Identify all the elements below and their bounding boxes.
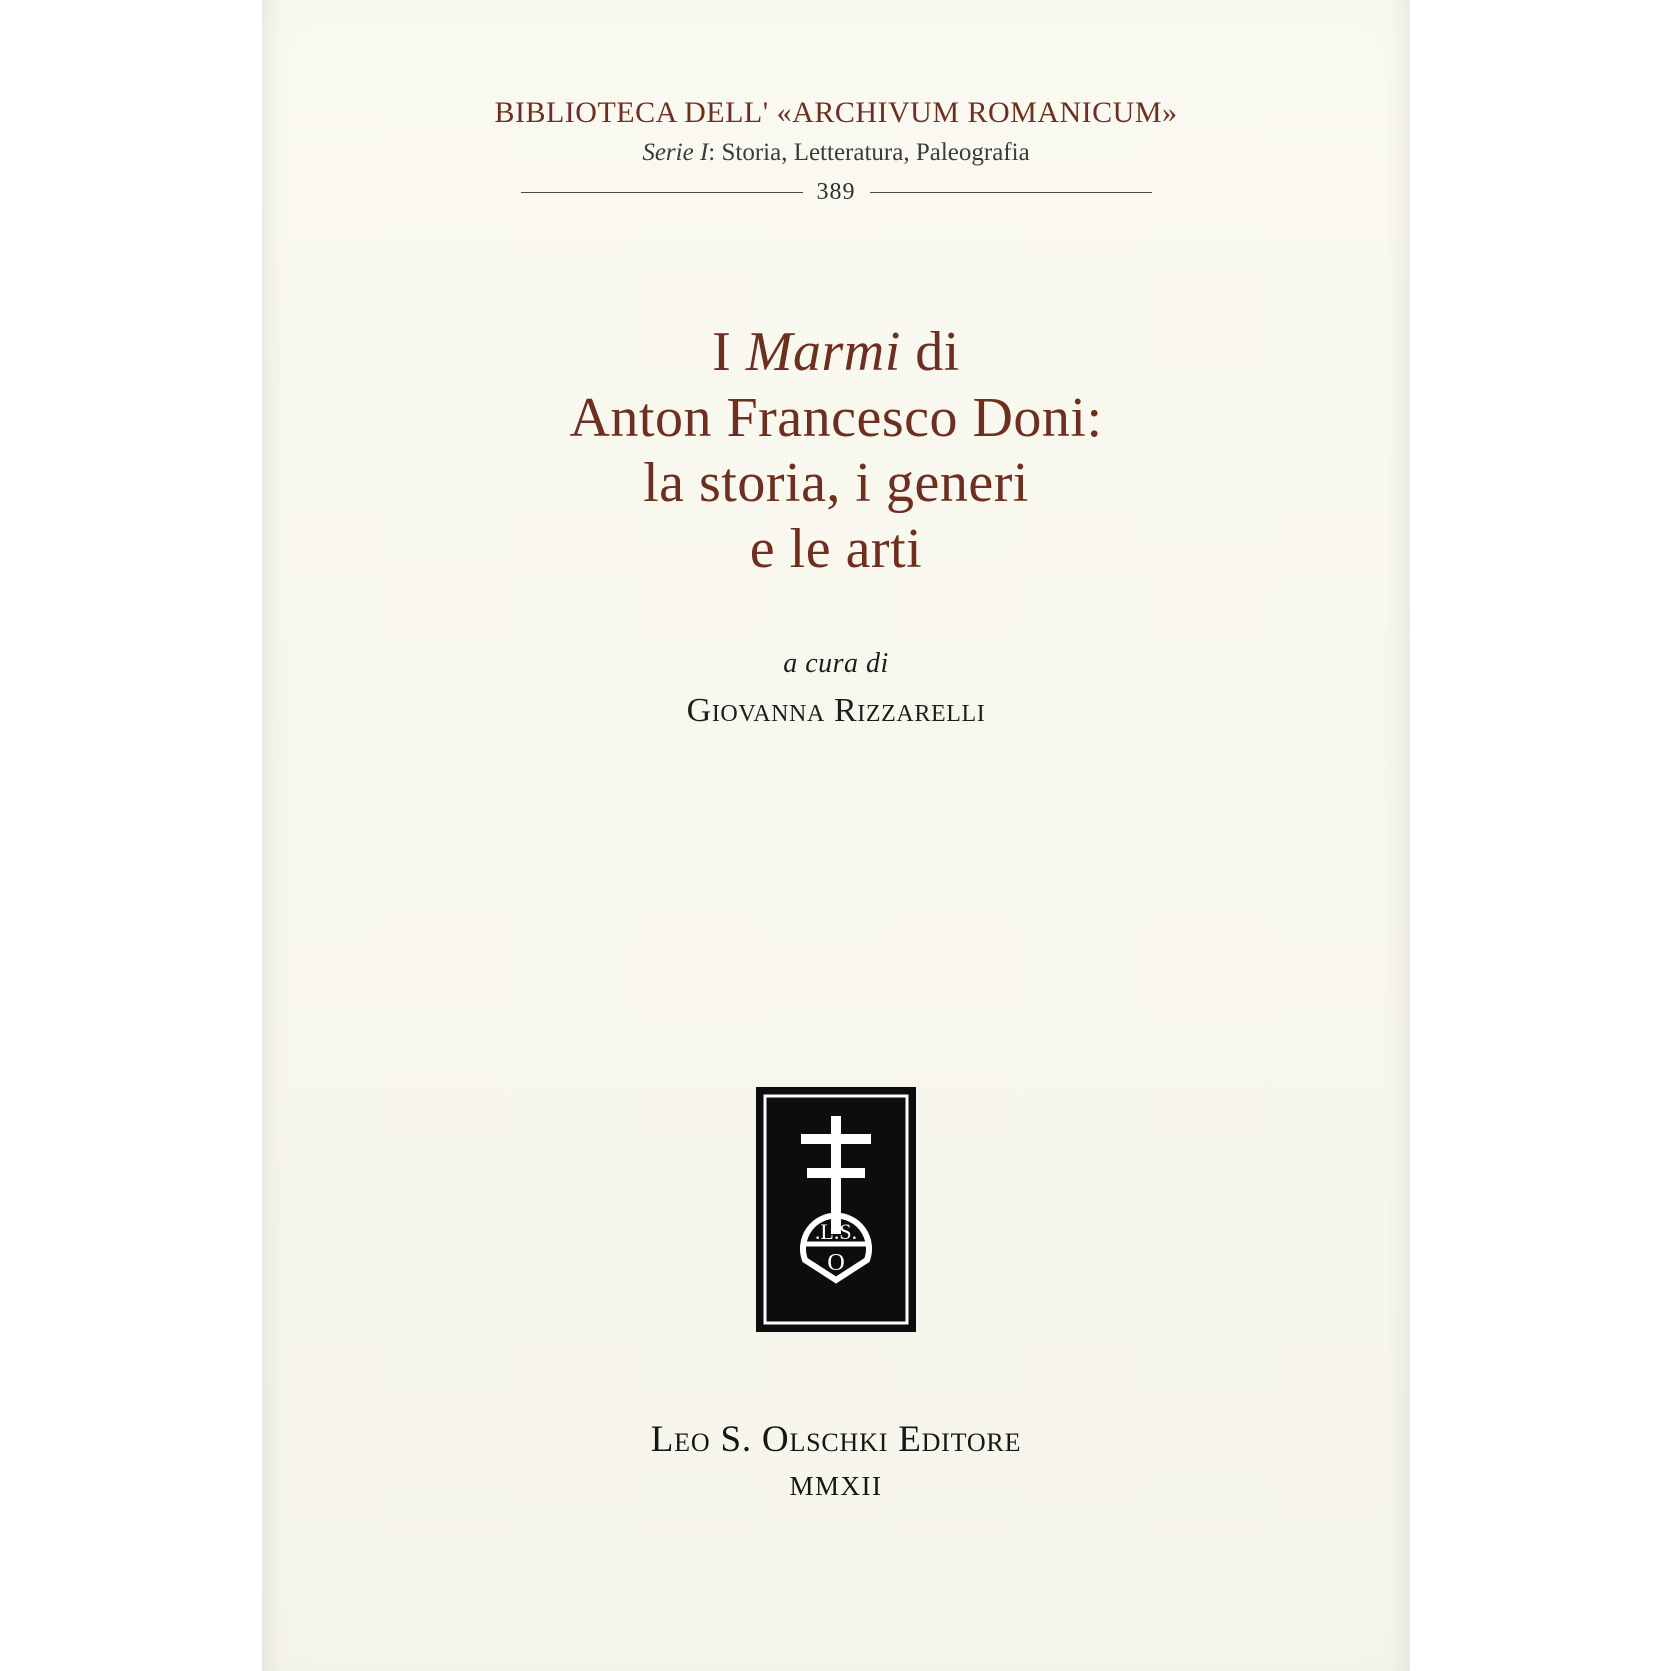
- publisher-imprint: [262, 1418, 1410, 1502]
- title-line-2: Anton Francesco Doni:: [569, 386, 1103, 449]
- series-title: BIBLIOTECA DELL' «ARCHIVUM ROMANICUM»: [494, 96, 1178, 129]
- series-number: 389: [816, 179, 856, 205]
- title-line-1: [262, 320, 1410, 386]
- title-line-3: la storia, i generi: [643, 452, 1029, 515]
- editor-prefix: a cura di: [783, 648, 889, 679]
- title-line-1-italic: Marmi: [745, 321, 901, 383]
- series-subtitle-rest: : Storia, Letteratura, Paleografia: [708, 139, 1030, 166]
- publication-year: MMXII: [789, 1471, 883, 1501]
- series-header: [262, 96, 1410, 206]
- book-title: [262, 320, 1410, 582]
- title-line-4: e le arti: [749, 517, 923, 580]
- editor-credit: [262, 648, 1410, 730]
- series-subtitle: [262, 139, 1410, 167]
- title-line-1-part-b: di: [900, 321, 960, 383]
- rule-left: [521, 192, 803, 193]
- series-number-row: [262, 179, 1410, 206]
- publisher-name: Leo S. Olschki Editore: [650, 1419, 1022, 1460]
- svg-text:.L.S.: .L.S.: [814, 1219, 858, 1244]
- rule-right: [870, 192, 1152, 193]
- title-line-1-part-a: I: [712, 321, 746, 383]
- svg-text:O: O: [827, 1250, 845, 1276]
- series-subtitle-roman: Serie I: [642, 139, 709, 166]
- publisher-logo-icon: [756, 1087, 916, 1332]
- editor-name: Giovanna Rizzarelli: [686, 692, 986, 729]
- book-cover: [262, 0, 1410, 1671]
